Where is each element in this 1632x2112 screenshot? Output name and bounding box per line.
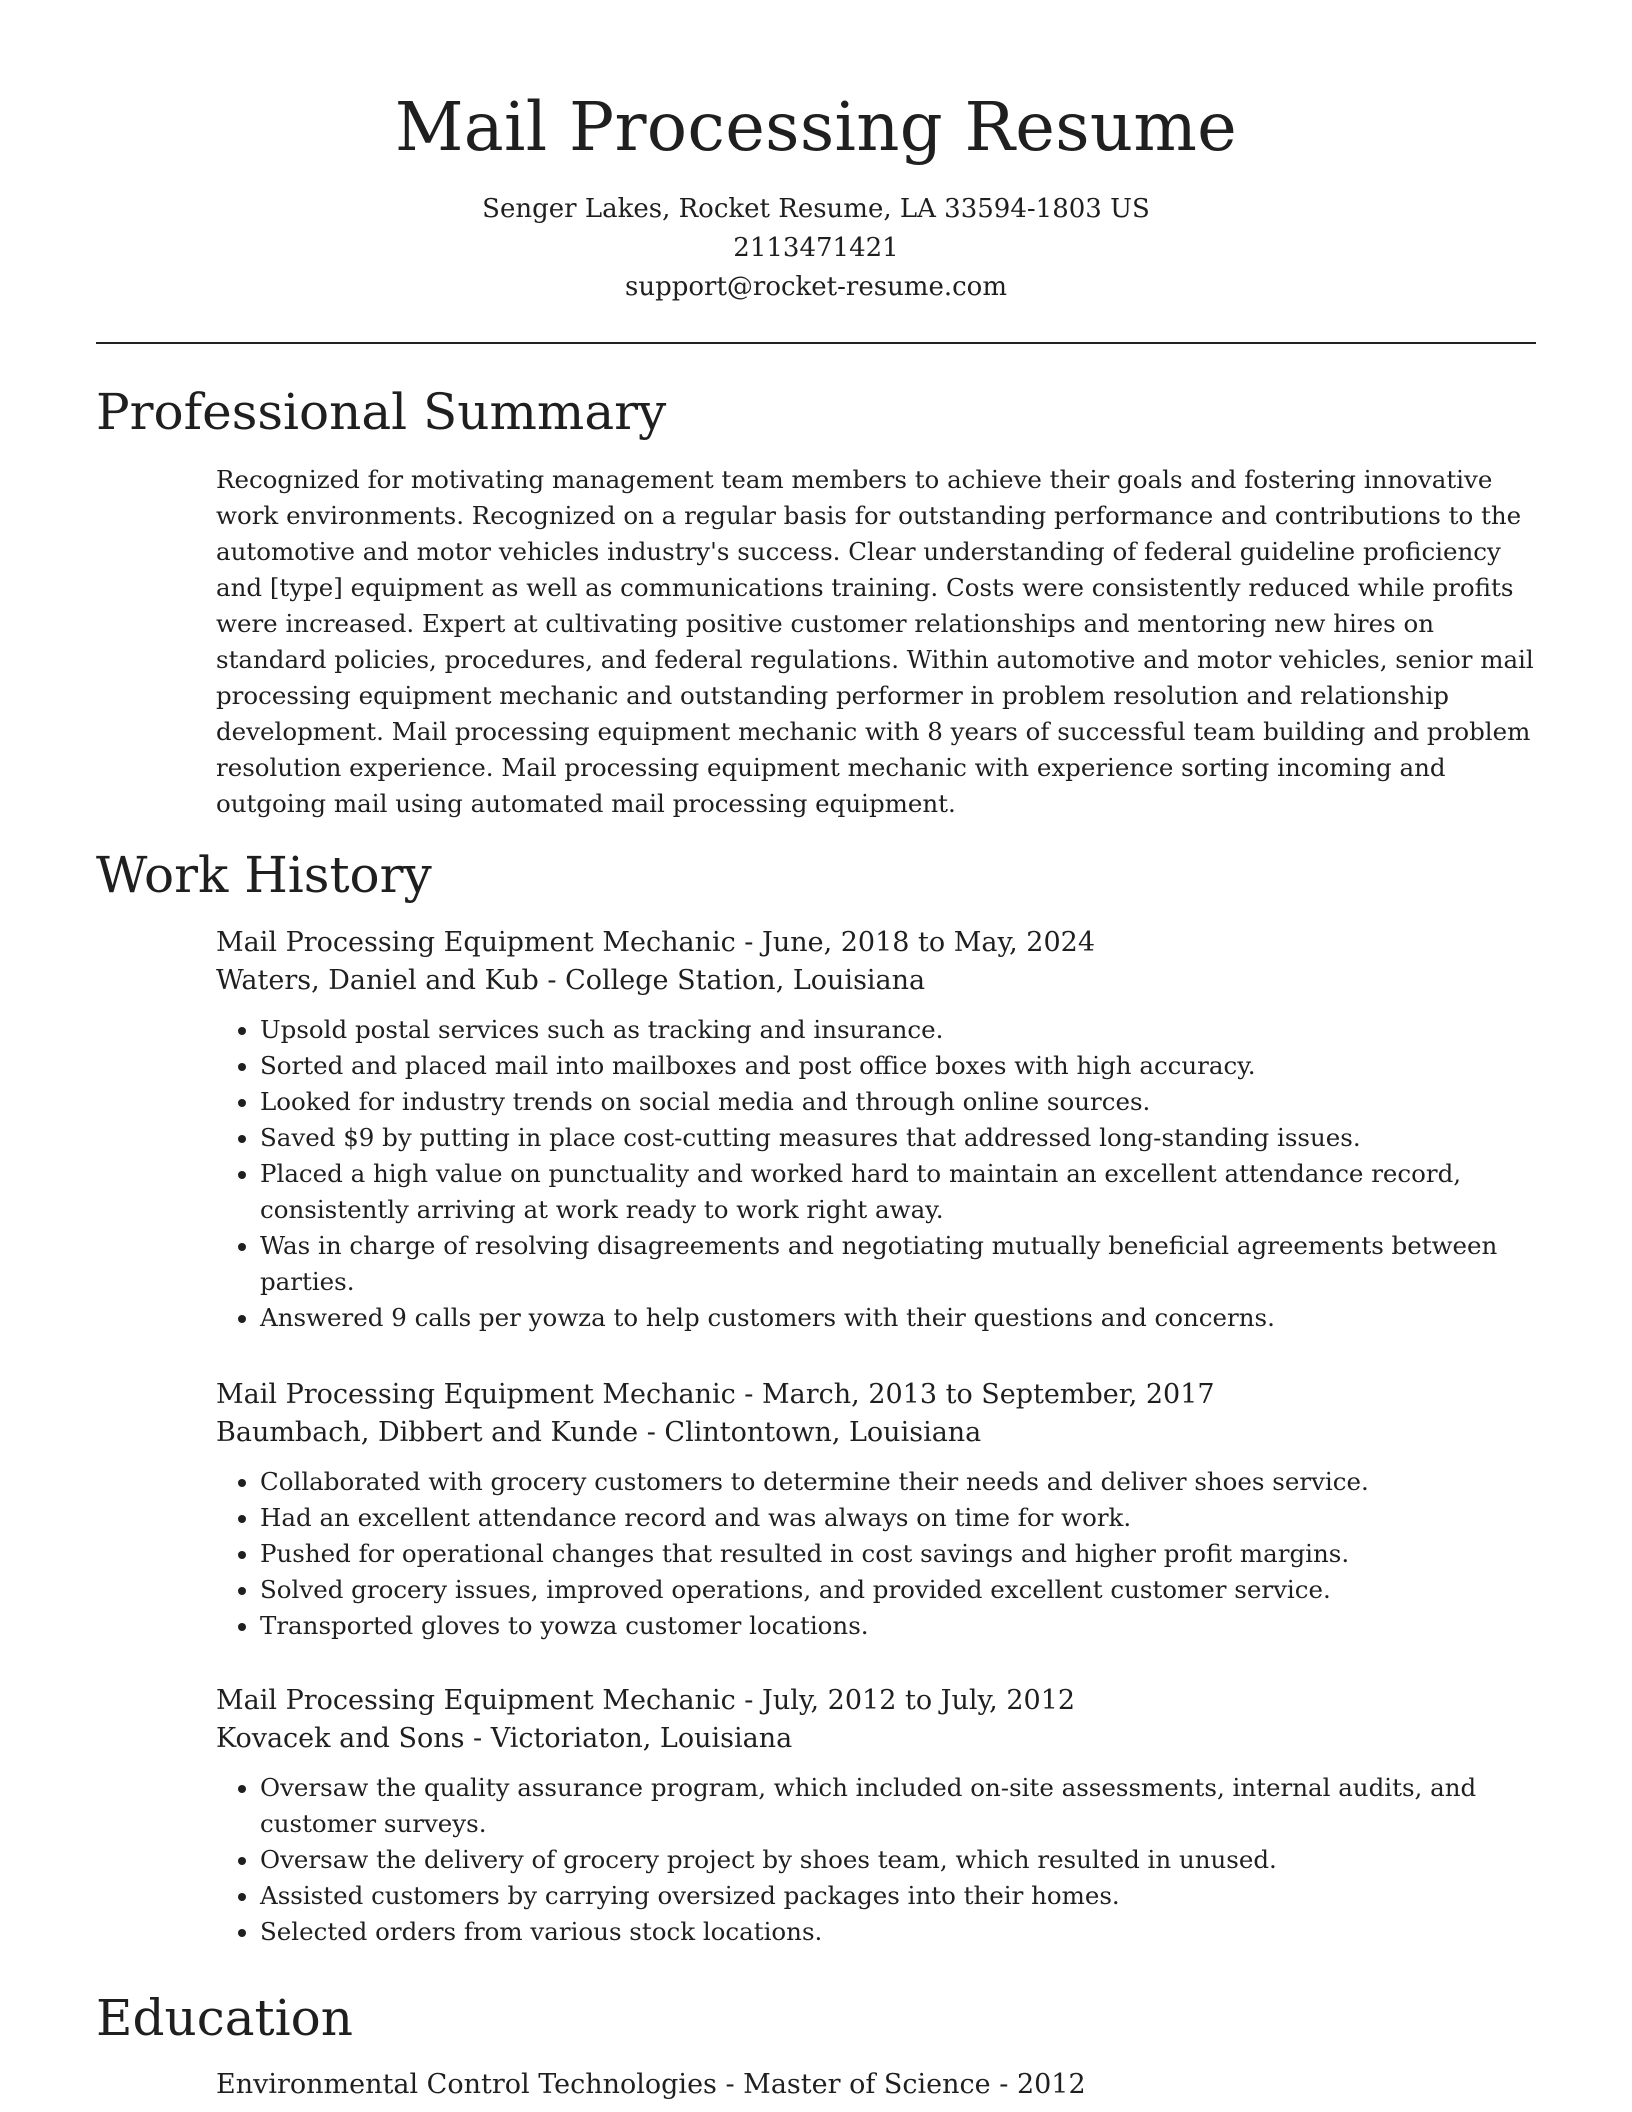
job-title-line: Mail Processing Equipment Mechanic - March, 2013 to September, 2017 — [216, 1379, 1215, 1410]
job-bullet: • Collaborated with grocery customers to determine their needs and deliver shoes service. — [260, 1464, 1536, 1500]
summary-text: Recognized for motivating management team members to achieve their goals and fostering innovative work environments. Recognized on a regular basis for outstanding performance and contributions to the automotive and motor vehicles industry's success. Clear understanding of federal guideline proficiency and [type] equipment as well as communications training. Costs were consistently reduced while profits were increased. Expert at cultivating positive customer relationships and mentoring new hires on standard policies, procedures, and federal regulations. Within automotive and motor vehicles, senior mail processing equipment mechanic and outstanding performer in problem resolution and relationship development. Mail processing equipment mechanic with 8 years of successful team building and problem resolution experience. Mail processing equipment mechanic with experience sorting incoming and outgoing mail using automated mail processing equipment. — [216, 465, 1534, 818]
job-bullet: • Pushed for operational changes that resulted in cost savings and higher profit margins. — [260, 1536, 1536, 1572]
contact-email: support@rocket-resume.com — [624, 272, 1007, 302]
education-block — [216, 2066, 1536, 2104]
job-bullet: • Solved grocery issues, improved operations, and provided excellent customer service. — [260, 1572, 1536, 1608]
job-bullet: • Oversaw the quality assurance program, which included on-site assessments, internal audits, and customer surveys. — [260, 1770, 1536, 1842]
job-title-line: Mail Processing Equipment Mechanic - June, 2018 to May, 2024 — [216, 927, 1096, 958]
job-company-line: Baumbach, Dibbert and Kunde - Clintontown, Louisiana — [216, 1417, 982, 1448]
job-entry — [216, 1682, 1536, 1950]
job-bullet: • Placed a high value on punctuality and worked hard to maintain an excellent attendance record, consistently arriving at work ready to work right away. — [260, 1156, 1536, 1228]
job-bullets — [216, 1012, 1536, 1336]
job-bullet: • Looked for industry trends on social media and through online sources. — [260, 1084, 1536, 1120]
job-company-line: Waters, Daniel and Kub - College Station, Louisiana — [216, 965, 926, 996]
resume-header — [0, 82, 1632, 307]
job-entry — [216, 1376, 1536, 1644]
job-bullets — [216, 1770, 1536, 1950]
resume-name: Mail Processing Resume — [394, 88, 1238, 166]
section-title-education: Education — [96, 1989, 353, 2047]
contact-address: Senger Lakes, Rocket Resume, LA 33594-1803 US — [482, 194, 1150, 224]
education-entry: Environmental Control Technologies - Master of Science - 2012 — [216, 2069, 1086, 2100]
job-bullet: • Sorted and placed mail into mailboxes and post office boxes with high accuracy. — [260, 1048, 1536, 1084]
job-bullet: • Selected orders from various stock locations. — [260, 1914, 1536, 1950]
job-bullet: • Transported gloves to yowza customer locations. — [260, 1608, 1536, 1644]
job-bullet: • Upsold postal services such as tracking and insurance. — [260, 1012, 1536, 1048]
contact-info — [0, 190, 1632, 307]
job-bullet: • Was in charge of resolving disagreements and negotiating mutually beneficial agreements between parties. — [260, 1228, 1536, 1300]
job-bullet: • Oversaw the delivery of grocery project by shoes team, which resulted in unused. — [260, 1842, 1536, 1878]
job-title-line: Mail Processing Equipment Mechanic - July, 2012 to July, 2012 — [216, 1685, 1076, 1716]
job-entry — [216, 924, 1536, 1336]
header-divider — [96, 342, 1536, 344]
section-title-summary: Professional Summary — [96, 383, 667, 441]
job-bullet: • Had an excellent attendance record and was always on time for work. — [260, 1500, 1536, 1536]
job-bullet: • Saved $9 by putting in place cost-cutting measures that addressed long-standing issues. — [260, 1120, 1536, 1156]
job-bullet: • Assisted customers by carrying oversized packages into their homes. — [260, 1878, 1536, 1914]
summary-block — [216, 462, 1536, 822]
contact-phone: 2113471421 — [733, 233, 899, 263]
job-bullet: • Answered 9 calls per yowza to help customers with their questions and concerns. — [260, 1300, 1536, 1336]
job-company-line: Kovacek and Sons - Victoriaton, Louisiana — [216, 1723, 793, 1754]
section-title-work: Work History — [96, 846, 432, 904]
job-bullets — [216, 1464, 1536, 1644]
